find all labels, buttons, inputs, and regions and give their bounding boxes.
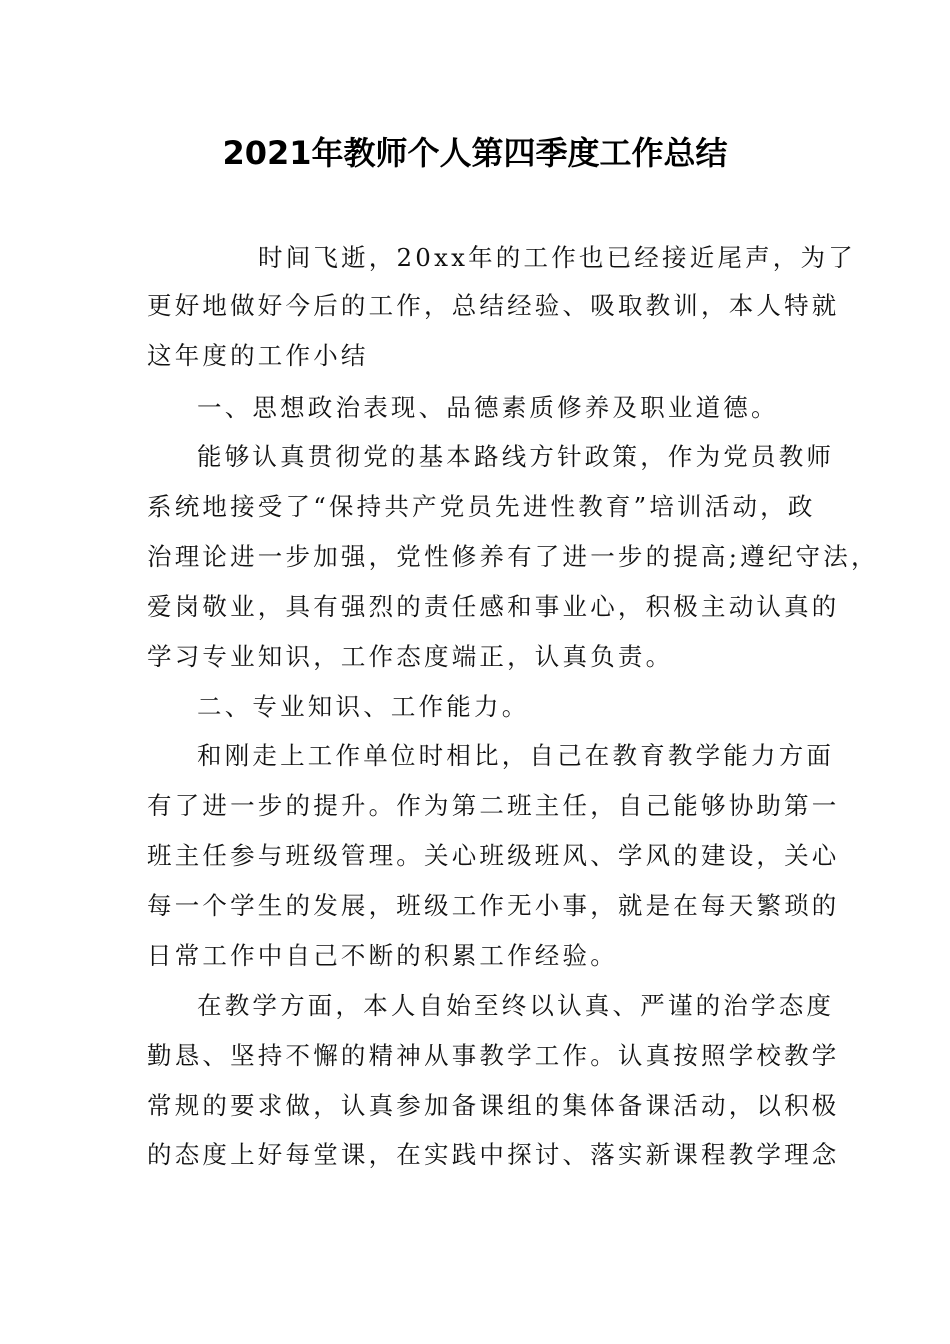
paragraph-line: 勤恳、坚持不懈的精神从事教学工作。认真按照学校教学 [147, 1041, 840, 1070]
paragraph-line: 这年度的工作小结 [147, 341, 369, 370]
paragraph-line: 在教学方面，本人自始至终以认真、严谨的治学态度 [197, 991, 835, 1020]
paragraph-line: 日常工作中自己不断的积累工作经验。 [147, 941, 618, 970]
paragraph-line: 更好地做好今后的工作，总结经验、吸取教训，本人特就 [147, 291, 840, 320]
paragraph-line: 爱岗敬业，具有强烈的责任感和事业心，积极主动认真的 [147, 592, 840, 621]
paragraph-line: 能够认真贯彻党的基本路线方针政策，作为党员教师 [197, 442, 835, 471]
paragraph-line: 每一个学生的发展，班级工作无小事，就是在每天繁琐的 [147, 891, 840, 920]
paragraph-line: 的态度上好每堂课，在实践中探讨、落实新课程教学理念 [147, 1140, 840, 1169]
document-title: 2021年教师个人第四季度工作总结 [222, 134, 728, 172]
paragraph-line: 系统地接受了“保持共产党员先进性教育”培训活动，政 [147, 492, 816, 521]
paragraph-line: 时间飞逝，20xx年的工作也已经接近尾声，为了 [258, 243, 856, 272]
section-heading: 一、思想政治表现、品德素质修养及职业道德。 [197, 393, 779, 422]
paragraph-line: 有了进一步的提升。作为第二班主任，自己能够协助第一 [147, 791, 840, 820]
paragraph-line: 常规的要求做，认真参加备课组的集体备课活动，以积极 [147, 1091, 840, 1120]
section-heading: 二、专业知识、工作能力。 [197, 692, 530, 721]
paragraph-line: 治理论进一步加强，党性修养有了进一步的提高;遵纪守法， [147, 542, 879, 571]
paragraph-line: 学习专业知识，工作态度端正，认真负责。 [147, 642, 674, 671]
paragraph-line: 班主任参与班级管理。关心班级班风、学风的建设，关心 [147, 841, 840, 870]
paragraph-line: 和刚走上工作单位时相比，自己在教育教学能力方面 [197, 741, 835, 770]
